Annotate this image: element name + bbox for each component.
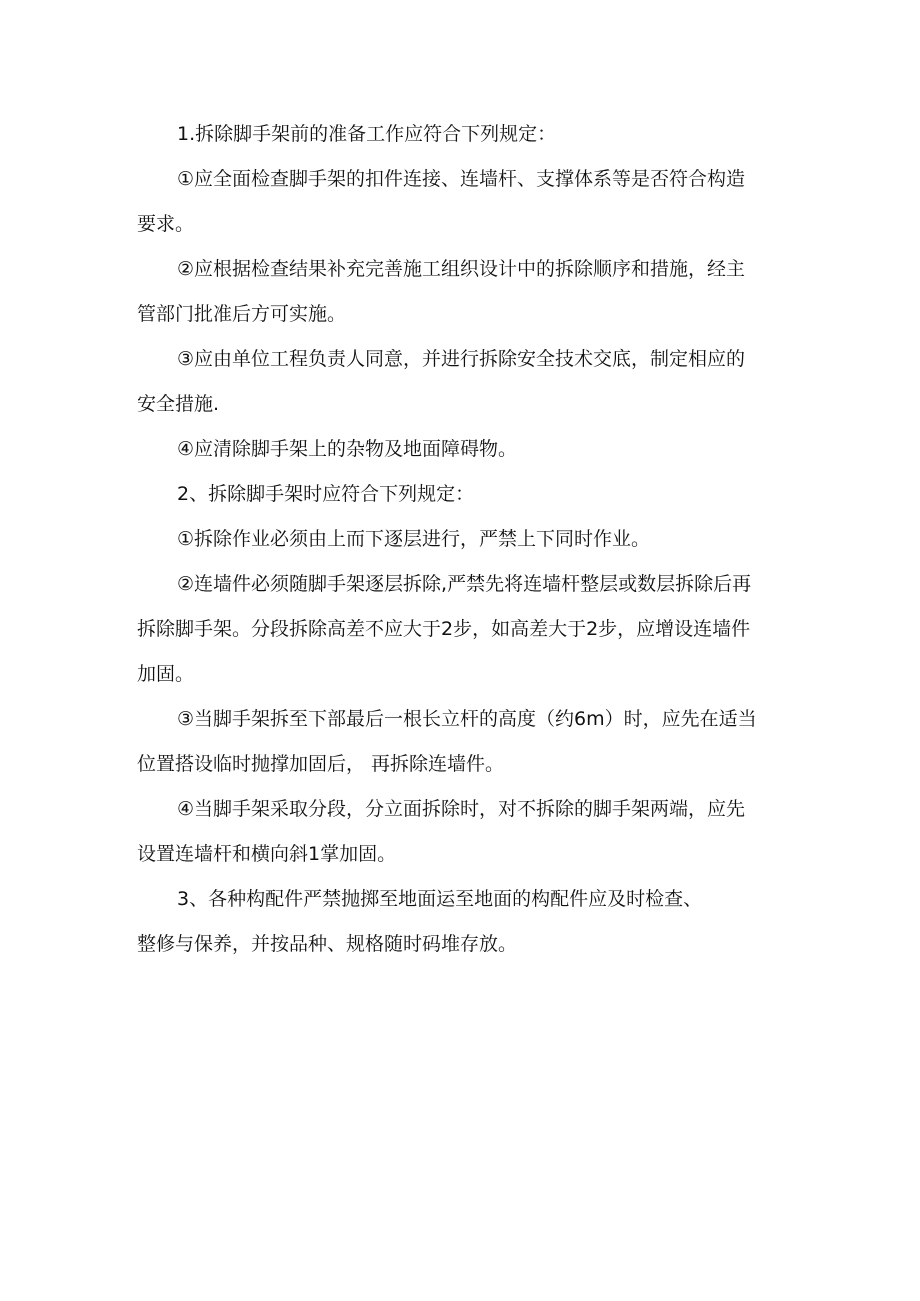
heading-1-preparation: 1.拆除脚手架前的准备工作应符合下列规定： bbox=[177, 123, 557, 145]
paragraph-2-4-line-1: ④当脚手架采取分段，分立面拆除时，对不拆除的脚手架两端，应先 bbox=[177, 798, 746, 820]
document-body bbox=[137, 112, 787, 967]
paragraph-1-3-line-2: 安全措施. bbox=[137, 393, 220, 415]
paragraph-2-2-line-1: ②连墙件必须随脚手架逐层拆除,严禁先将连墙杆整层或数层拆除后再 bbox=[177, 573, 752, 595]
paragraph-2-2-line-3: 加固。 bbox=[137, 663, 195, 685]
paragraph-1-4-line-1: ④应清除脚手架上的杂物及地面障碍物。 bbox=[177, 438, 518, 460]
heading-3-components-line-2: 整修与保养，并按品种、规格随时码堆存放。 bbox=[137, 933, 518, 955]
paragraph-2-3-line-1: ③当脚手架拆至下部最后一根长立杆的高度（约6m）时，应先在适当 bbox=[177, 708, 757, 730]
paragraph-2-1-line-1: ①拆除作业必须由上而下逐层进行，严禁上下同时作业。 bbox=[177, 528, 651, 550]
paragraph-2-3-line-2: 位置搭设临时抛撑加固后， 再拆除连墙件。 bbox=[137, 753, 505, 775]
paragraph-1-1-line-1: ①应全面检查脚手架的扣件连接、连墙杆、支撑体系等是否符合构造 bbox=[177, 168, 746, 190]
paragraph-1-3-line-1: ③应由单位工程负责人同意，并进行拆除安全技术交底，制定相应的 bbox=[177, 348, 746, 370]
heading-2-dismantling: 2、拆除脚手架时应符合下列规定： bbox=[177, 483, 475, 505]
paragraph-1-2-line-1: ②应根据检查结果补充完善施工组织设计中的拆除顺序和措施，经主 bbox=[177, 258, 746, 280]
paragraph-1-2-line-2: 管部门批准后方可实施。 bbox=[137, 303, 347, 325]
paragraph-2-2-line-2: 拆除脚手架。分段拆除高差不应大于2步，如高差大于2步，应增设连墙件 bbox=[137, 618, 751, 640]
paragraph-1-1-line-2: 要求。 bbox=[137, 213, 195, 235]
paragraph-2-4-line-2: 设置连墙杆和横向斜1掌加固。 bbox=[137, 843, 397, 865]
heading-3-components-line-1: 3、各种构配件严禁抛掷至地面运至地面的构配件应及时检查、 bbox=[177, 888, 703, 910]
